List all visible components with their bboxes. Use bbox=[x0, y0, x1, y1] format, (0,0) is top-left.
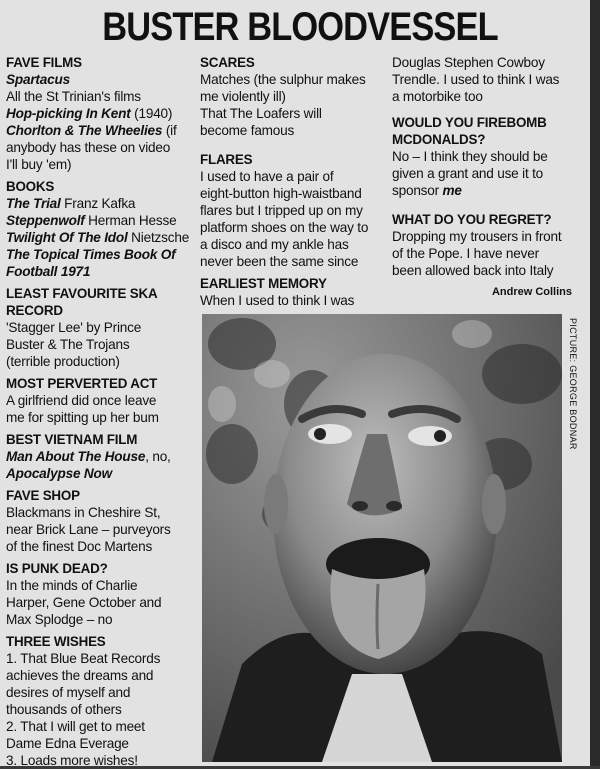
text-line: I used to have a pair of bbox=[200, 169, 334, 184]
text-line: 2. That I will get to meet bbox=[6, 719, 145, 734]
text-line: 3. Loads more wishes! bbox=[6, 753, 138, 768]
text-line: been allowed back into Italy bbox=[392, 263, 554, 278]
heading-shop: FAVE SHOP bbox=[6, 488, 80, 503]
heading-flares: FLARES bbox=[200, 152, 253, 167]
text-line: Blackmans in Cheshire St, bbox=[6, 505, 161, 520]
book-author: Herman Hesse bbox=[84, 213, 177, 228]
column-1 bbox=[6, 54, 198, 769]
text-line: (terrible production) bbox=[6, 354, 120, 369]
film-line: All the St Trinian's films bbox=[6, 89, 141, 104]
heading-least-ska bbox=[6, 285, 198, 319]
text-line: me violently ill) bbox=[200, 89, 286, 104]
text-line: a disco and my ankle has bbox=[200, 237, 349, 252]
book-author: Nietzsche bbox=[127, 230, 190, 245]
text-line: When I used to think I was bbox=[200, 293, 355, 308]
portrait-illustration bbox=[202, 314, 562, 762]
text-line: That The Loafers will bbox=[200, 106, 322, 121]
film-title: Apocalypse Now bbox=[6, 466, 112, 481]
book-title: Steppenwolf bbox=[6, 213, 85, 228]
headline: BUSTER BLOODVESSEL bbox=[102, 5, 498, 49]
text-line: platform shoes on the way to bbox=[200, 220, 369, 235]
text-line: Max Splodge – no bbox=[6, 612, 113, 627]
text: , no, bbox=[145, 449, 171, 464]
text-line: a motorbike too bbox=[392, 89, 483, 104]
text-line: achieves the dreams and bbox=[6, 668, 154, 683]
text-line: Dropping my trousers in front bbox=[392, 229, 562, 244]
text-line: of the Pope. I have never bbox=[392, 246, 539, 261]
heading-vietnam: BEST VIETNAM FILM bbox=[6, 432, 138, 447]
book-title: The Trial bbox=[6, 196, 61, 211]
text-line: 1. That Blue Beat Records bbox=[6, 651, 161, 666]
film-title: Man About The House bbox=[6, 449, 146, 464]
heading-line: MCDONALDS? bbox=[392, 132, 486, 147]
text-line: Trendle. I used to think I was bbox=[392, 72, 560, 87]
text-line: 'Stagger Lee' by Prince bbox=[6, 320, 142, 335]
text-line bbox=[392, 182, 580, 199]
heading-memory: EARLIEST MEMORY bbox=[200, 276, 327, 291]
heading-line: RECORD bbox=[6, 303, 63, 318]
text-line: flares but I tripped up on my bbox=[200, 203, 363, 218]
text-line: In the minds of Charlie bbox=[6, 578, 138, 593]
book-line bbox=[6, 212, 198, 229]
heading-wishes: THREE WISHES bbox=[6, 634, 106, 649]
column-2 bbox=[200, 54, 385, 309]
text-line: A girlfriend did once leave bbox=[6, 393, 157, 408]
film-title: Spartacus bbox=[6, 72, 70, 87]
heading-perverted: MOST PERVERTED ACT bbox=[6, 376, 158, 391]
film-line bbox=[6, 105, 198, 122]
photo-credit bbox=[566, 318, 580, 518]
film-line: anybody has these on video bbox=[6, 140, 171, 155]
film-title: Chorlton & The Wheelies bbox=[6, 123, 163, 138]
film-title: Hop-picking In Kent bbox=[6, 106, 131, 121]
text-line: Buster & The Trojans bbox=[6, 337, 130, 352]
emphasis: me bbox=[442, 183, 462, 198]
column-3 bbox=[392, 54, 580, 279]
text-line: Dame Edna Everage bbox=[6, 736, 129, 751]
film-note: (if bbox=[162, 123, 177, 138]
text-line: desires of myself and bbox=[6, 685, 131, 700]
text-line: No – I think they should be bbox=[392, 149, 548, 164]
film-line: I'll buy 'em) bbox=[6, 157, 72, 172]
book-title: The Topical Times Book Of bbox=[6, 247, 176, 262]
book-line bbox=[6, 229, 198, 246]
film-year: (1940) bbox=[130, 106, 173, 121]
book-title: Twilight Of The Idol bbox=[6, 230, 128, 245]
text-line: given a grant and use it to bbox=[392, 166, 544, 181]
text-line: Douglas Stephen Cowboy bbox=[392, 55, 545, 70]
heading-line: WOULD YOU FIREBOMB bbox=[392, 115, 547, 130]
byline: Andrew Collins bbox=[491, 286, 572, 298]
text-line: of the finest Doc Martens bbox=[6, 539, 153, 554]
text-line: never been the same since bbox=[200, 254, 359, 269]
heading-line: LEAST FAVOURITE SKA bbox=[6, 286, 158, 301]
text-line: Harper, Gene October and bbox=[6, 595, 162, 610]
page-edge bbox=[590, 0, 600, 766]
photo-credit-text: PICTURE: GEORGE BODNAR bbox=[568, 318, 578, 450]
book-line bbox=[6, 263, 198, 280]
heading-scares: SCARES bbox=[200, 55, 255, 70]
text-line: me for spitting up her bum bbox=[6, 410, 159, 425]
book-line bbox=[6, 195, 198, 212]
heading-books: BOOKS bbox=[6, 179, 55, 194]
heading-firebomb bbox=[392, 114, 580, 148]
text-line bbox=[6, 465, 198, 482]
text-line: near Brick Lane – purveyors bbox=[6, 522, 171, 537]
text: sponsor bbox=[392, 183, 443, 198]
text-line bbox=[6, 448, 198, 465]
heading-punk: IS PUNK DEAD? bbox=[6, 561, 108, 576]
heading-regret: WHAT DO YOU REGRET? bbox=[392, 212, 552, 227]
text-line: thousands of others bbox=[6, 702, 122, 717]
portrait-photo bbox=[202, 314, 562, 762]
film-line bbox=[6, 122, 198, 139]
text-line: eight-button high-waistband bbox=[200, 186, 362, 201]
text-line: become famous bbox=[200, 123, 295, 138]
text-line: Matches (the sulphur makes bbox=[200, 72, 366, 87]
film-line bbox=[6, 71, 198, 88]
heading-fave-films: FAVE FILMS bbox=[6, 55, 82, 70]
book-title: Football 1971 bbox=[6, 264, 91, 279]
book-author: Franz Kafka bbox=[60, 196, 136, 211]
book-line bbox=[6, 246, 198, 263]
